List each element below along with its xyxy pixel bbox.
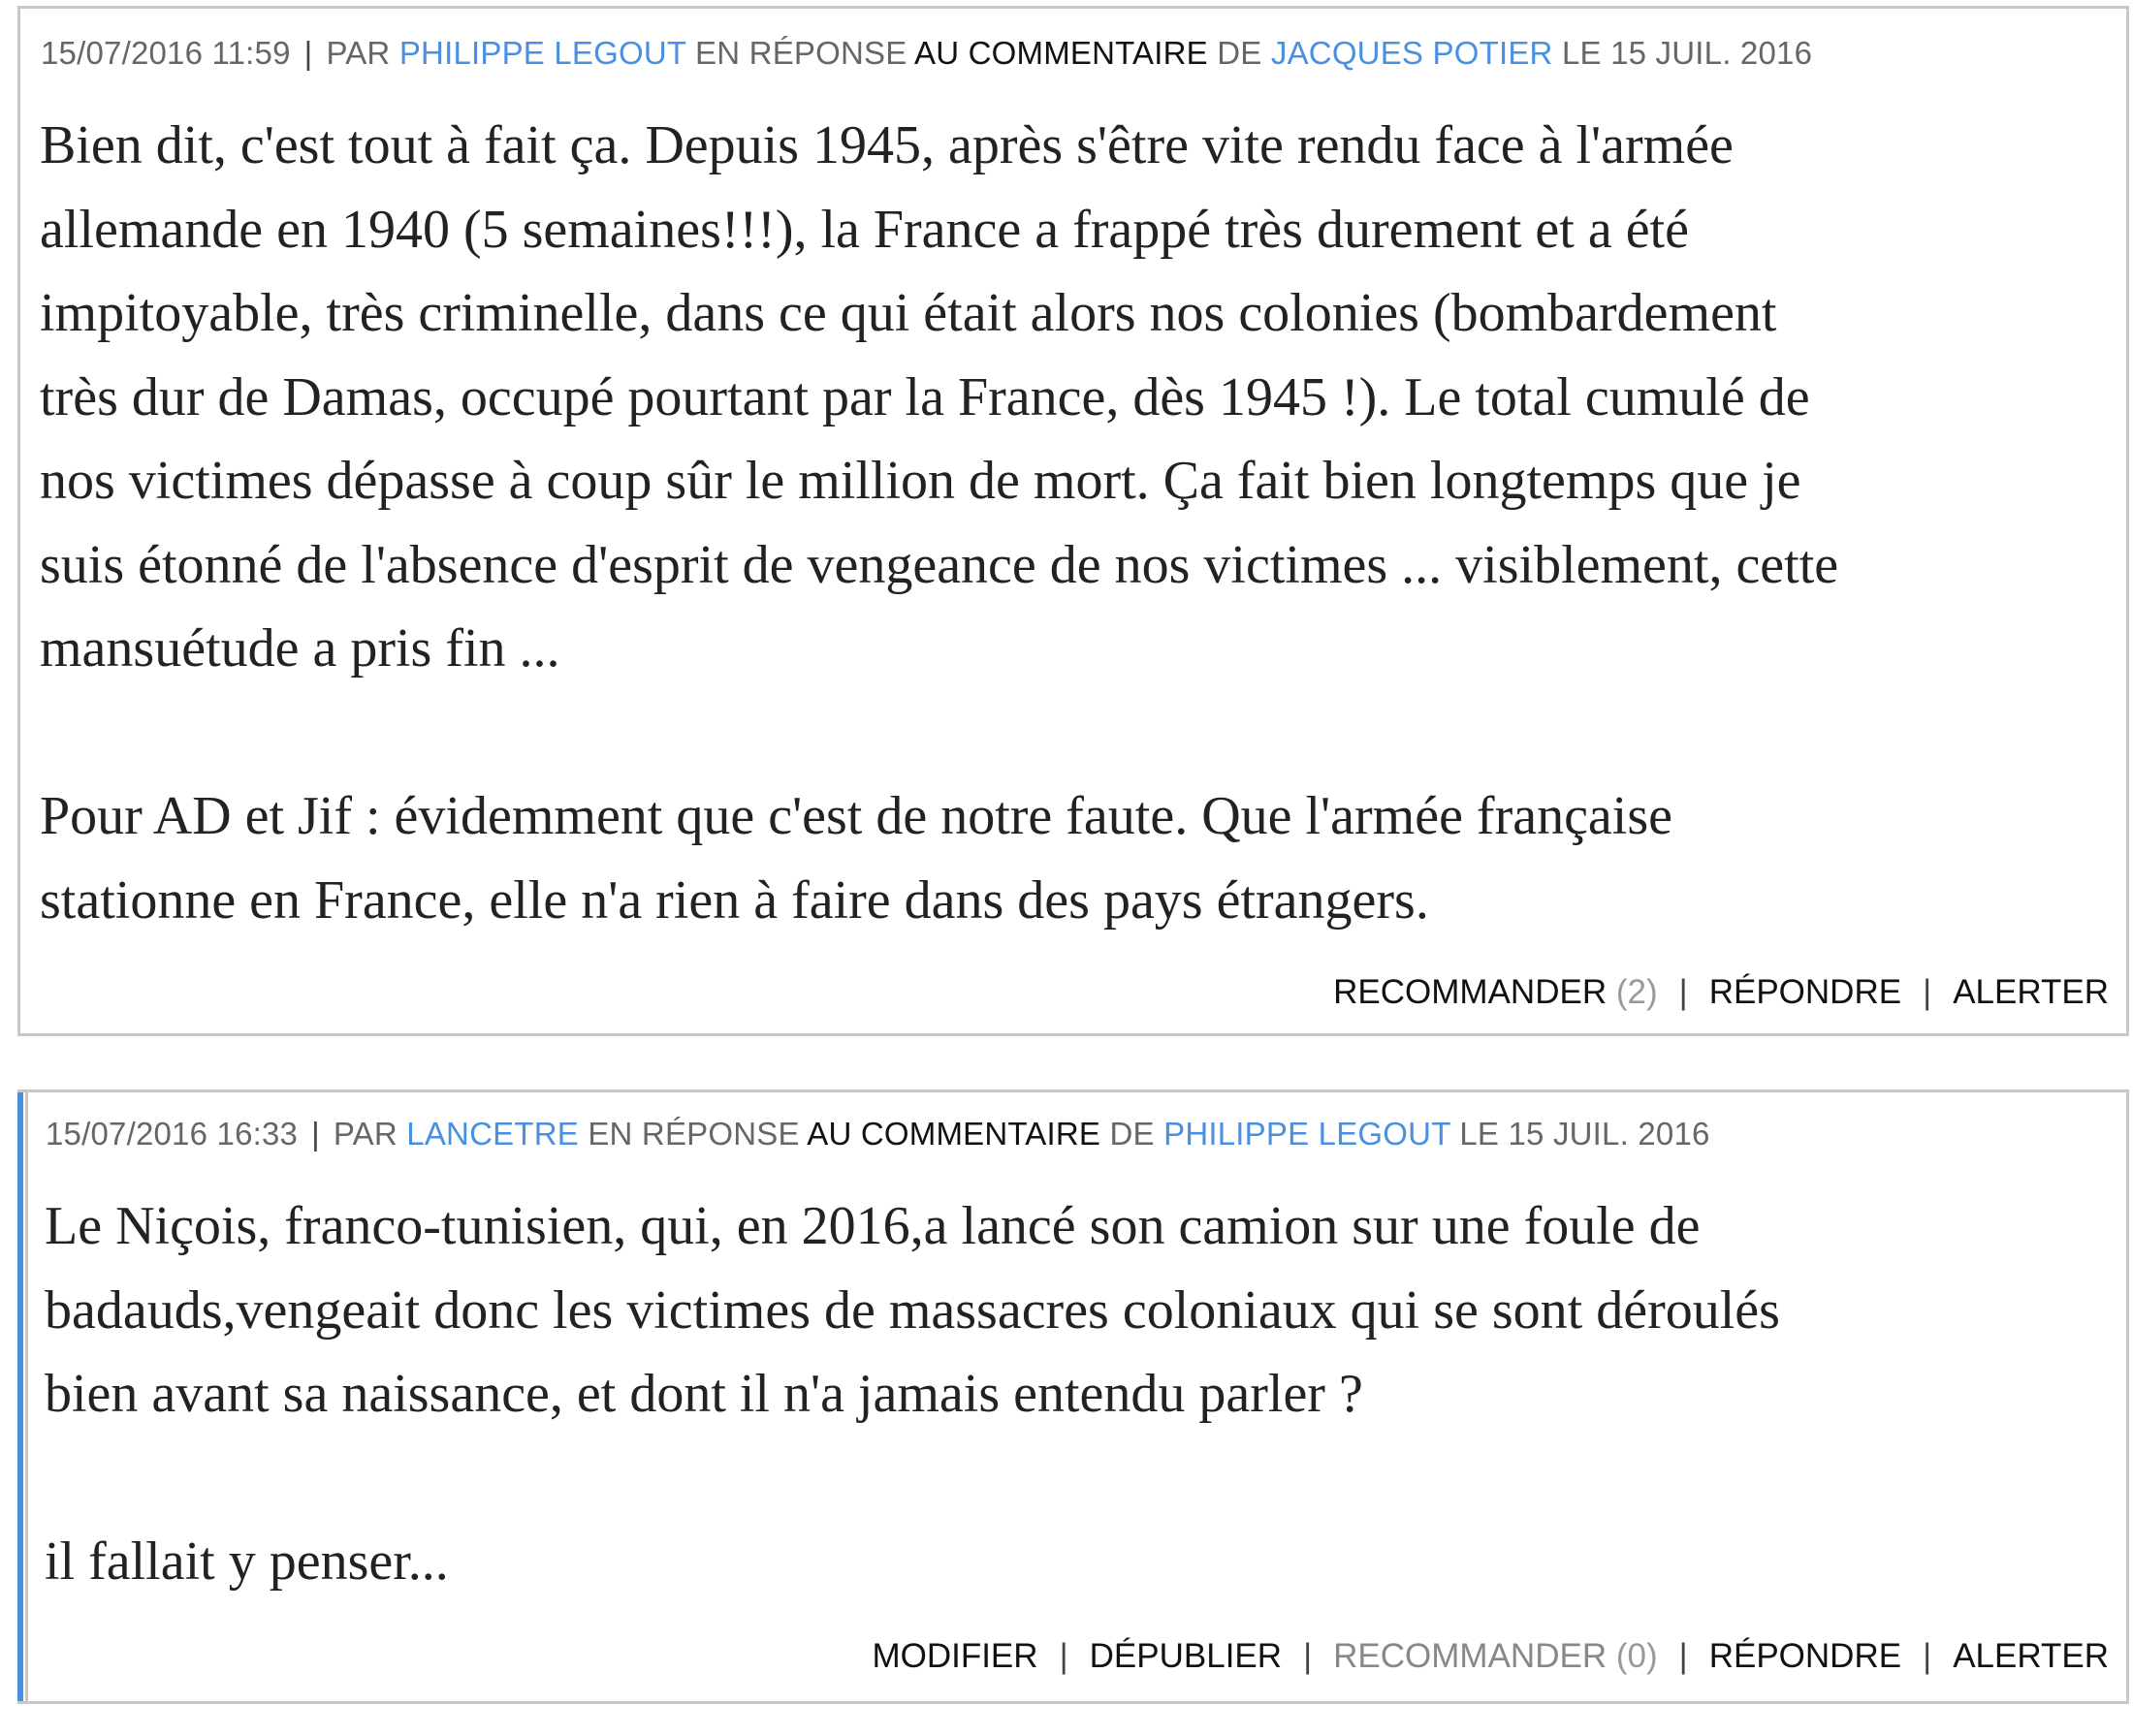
comment-line: Le Niçois, franco-tunisien, qui, en 2016,a lancé son camion sur une foule de — [45, 1196, 1701, 1256]
meta-separator: | — [303, 35, 313, 71]
in-reply-label: EN RÉPONSE — [695, 35, 907, 71]
in-reply-label: EN RÉPONSE — [588, 1116, 800, 1152]
parent-comment-link[interactable]: AU COMMENTAIRE — [914, 35, 1208, 71]
recommend-label: RECOMMANDER — [1333, 1637, 1608, 1675]
action-separator: | — [1923, 1637, 1932, 1675]
action-separator: | — [1303, 1637, 1313, 1675]
paragraph-gap — [40, 691, 2124, 775]
author-link[interactable]: PHILIPPE LEGOUT — [398, 35, 686, 71]
action-separator: | — [1678, 973, 1688, 1011]
recommend-label: RECOMMANDER — [1333, 973, 1608, 1011]
reply-to-date: LE 15 JUIL. 2016 — [1459, 1116, 1710, 1152]
reply-button[interactable]: RÉPONDRE — [1708, 1637, 1902, 1675]
comment-body — [45, 1184, 2110, 1604]
recommend-button[interactable] — [1333, 973, 1657, 1011]
comment-meta — [46, 1116, 1710, 1152]
comment-line: Pour AD et Jif : évidemment que c'est de notre faute. Que l'armée française — [40, 786, 1672, 846]
comment-actions — [1333, 973, 2109, 1012]
unpublish-button[interactable]: DÉPUBLIER — [1089, 1637, 1283, 1675]
alert-button[interactable]: ALERTER — [1953, 1637, 2109, 1675]
recommend-count: (2) — [1615, 973, 1658, 1011]
recommend-button-disabled — [1333, 1637, 1657, 1675]
action-separator: | — [1059, 1637, 1068, 1675]
comment-line: stationne en France, elle n'a rien à faire dans des pays étrangers. — [40, 869, 1429, 931]
own-comment-accent-bar — [17, 1092, 23, 1701]
parent-comment-link[interactable]: AU COMMENTAIRE — [807, 1116, 1101, 1152]
comment-meta — [41, 35, 1812, 72]
reply-to-author-link[interactable]: PHILIPPE LEGOUT — [1163, 1116, 1450, 1152]
comment-line: allemande en 1940 (5 semaines!!!), la France a frappé très durement et a été — [40, 199, 1689, 260]
comment-date: 15/07/2016 16:33 — [46, 1116, 299, 1152]
comment-actions — [872, 1637, 2109, 1676]
comment-line: suis étonné de l'absence d'esprit de vengeance de nos victimes ... visiblement, cette — [40, 534, 1839, 595]
by-label: PAR — [326, 35, 391, 71]
alert-button[interactable]: ALERTER — [1953, 973, 2109, 1011]
reply-to-date: LE 15 JUIL. 2016 — [1561, 35, 1813, 71]
meta-separator: | — [311, 1116, 320, 1152]
comment-date: 15/07/2016 11:59 — [41, 35, 291, 71]
comment-line: très dur de Damas, occupé pourtant par la France, dès 1945 !). Le total cumulé de — [40, 366, 1810, 427]
comment-line: il fallait y penser... — [45, 1531, 449, 1592]
comment-body — [40, 104, 2124, 942]
comment-line: mansuétude a pris fin ... — [40, 618, 560, 679]
comment-line: bien avant sa naissance, et dont il n'a jamais entendu parler ? — [45, 1364, 1363, 1424]
reply-to-author-link[interactable]: JACQUES POTIER — [1270, 35, 1553, 71]
author-link[interactable]: LANCETRE — [406, 1116, 579, 1152]
reply-button[interactable]: RÉPONDRE — [1708, 973, 1902, 1011]
recommend-count: (0) — [1615, 1637, 1658, 1675]
action-separator: | — [1923, 973, 1932, 1011]
de-label: DE — [1109, 1116, 1155, 1152]
comment-card — [17, 6, 2129, 1036]
action-separator: | — [1678, 1637, 1688, 1675]
de-label: DE — [1217, 35, 1262, 71]
edit-button[interactable]: MODIFIER — [872, 1637, 1038, 1675]
comment-line: badauds,vengeait donc les victimes de massacres coloniaux qui se sont déroulés — [45, 1279, 1780, 1341]
comment-card — [17, 1089, 2129, 1704]
comment-line: Bien dit, c'est tout à fait ça. Depuis 1945, après s'être vite rendu face à l'armée — [40, 115, 1734, 175]
by-label: PAR — [333, 1116, 398, 1152]
paragraph-gap — [45, 1436, 2110, 1521]
comment-line: nos victimes dépasse à coup sûr le million de mort. Ça fait bien longtemps que je — [40, 451, 1801, 511]
comment-line: impitoyable, très criminelle, dans ce qui était alors nos colonies (bombardement — [40, 283, 1777, 343]
